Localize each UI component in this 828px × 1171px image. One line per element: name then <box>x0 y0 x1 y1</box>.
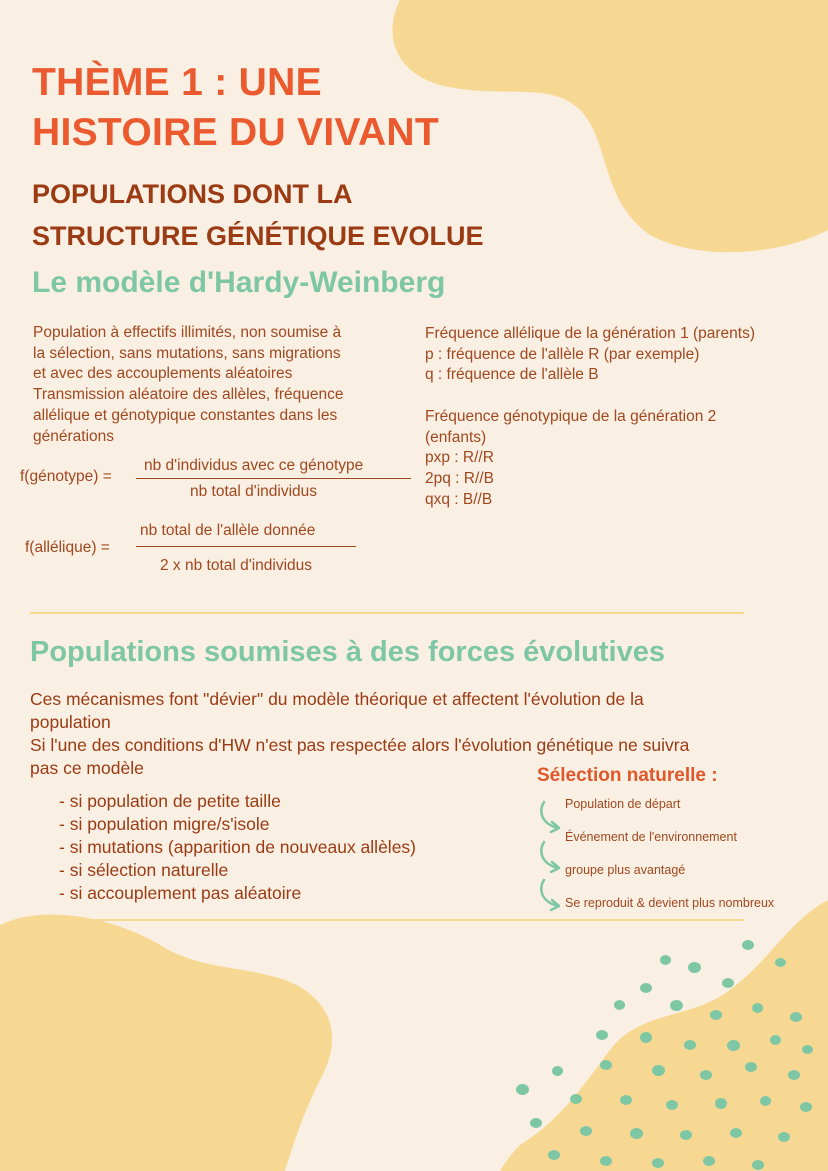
forces-heading: Populations soumises à des forces évolutives <box>30 636 665 668</box>
list-item: - si population migre/s'isole <box>59 814 270 834</box>
forces-intro-line: population <box>30 712 111 732</box>
title-line-1: THÈME 1 : UNE <box>32 61 322 104</box>
list-item: - si mutations (apparition de nouveaux allèles) <box>59 837 416 857</box>
title-line-2: HISTOIRE DU VIVANT <box>32 111 439 154</box>
hw-right-line: Fréquence allélique de la génération 1 (parents) <box>425 325 756 342</box>
hw-genotypic-frequency <box>425 407 825 511</box>
formula-genotype-numerator: nb d'individus avec ce génotype <box>144 457 364 474</box>
fraction-bar <box>136 546 356 547</box>
forces-intro-line: Ces mécanismes font "dévier" du modèle théorique et affectent l'évolution de la <box>30 689 644 709</box>
hw-line: Population à effectifs illimités, non soumise à <box>33 324 342 341</box>
curved-arrow-icon <box>538 840 566 874</box>
hw-heading: Le modèle d'Hardy-Weinberg <box>32 266 446 299</box>
hw-line: et avec des accouplements aléatoires <box>33 365 293 383</box>
selection-step: Événement de l'environnement <box>565 830 737 844</box>
forces-list <box>59 790 416 905</box>
hw-right-line: q : fréquence de l'allèle B <box>425 366 599 384</box>
curved-arrow-icon <box>538 800 566 834</box>
page-title <box>32 58 439 158</box>
formula-allelique-label: f(allélique) = <box>25 539 110 556</box>
list-item: - si population de petite taille <box>59 791 281 811</box>
list-item: - si sélection naturelle <box>59 860 229 880</box>
section-divider <box>30 919 744 921</box>
formula-genotype-denominator: nb total d'individus <box>190 483 318 500</box>
hw-line: générations <box>33 427 115 445</box>
hw-allelic-frequency <box>425 324 825 386</box>
formula-allelique-numerator: nb total de l'allèle donnée <box>140 522 316 539</box>
hw-right-line: 2pq : R//B <box>425 470 494 488</box>
section-divider <box>30 612 744 614</box>
hw-line: allélique et génotypique constantes dans les <box>33 406 338 424</box>
hw-right-line: (enfants) <box>425 428 487 446</box>
selection-step: Population de départ <box>565 797 681 811</box>
hw-description <box>33 323 413 447</box>
forces-intro-line: pas ce modèle <box>30 758 144 778</box>
hw-line: la sélection, sans mutations, sans migrations <box>33 344 341 362</box>
formula-genotype-label: f(génotype) = <box>20 468 112 485</box>
hw-right-line: pxp : R//R <box>425 449 494 467</box>
hw-right-line: p : fréquence de l'allèle R (par exemple) <box>425 345 700 363</box>
subtitle-line-1: POPULATIONS DONT LA <box>32 179 353 209</box>
page-subtitle <box>32 173 484 257</box>
hw-line: Transmission aléatoire des allèles, fréquence <box>33 386 344 404</box>
hw-right-line: Fréquence génotypique de la génération 2 <box>425 408 717 425</box>
list-item: - si accouplement pas aléatoire <box>59 883 302 903</box>
fraction-bar <box>136 478 411 479</box>
formula-allelique-denominator: 2 x nb total d'individus <box>160 557 313 574</box>
selection-step: groupe plus avantagé <box>565 863 686 877</box>
curved-arrow-icon <box>538 878 566 912</box>
subtitle-line-2: STRUCTURE GÉNÉTIQUE EVOLUE <box>32 221 484 251</box>
bottom-left-blob <box>0 905 340 1171</box>
selection-step: Se reproduit & devient plus nombreux <box>565 896 775 910</box>
selection-title: Sélection naturelle : <box>537 765 718 786</box>
hw-right-line: qxq : B//B <box>425 490 493 508</box>
forces-intro-line: Si l'une des conditions d'HW n'est pas respectée alors l'évolution génétique ne suivra <box>30 735 690 755</box>
